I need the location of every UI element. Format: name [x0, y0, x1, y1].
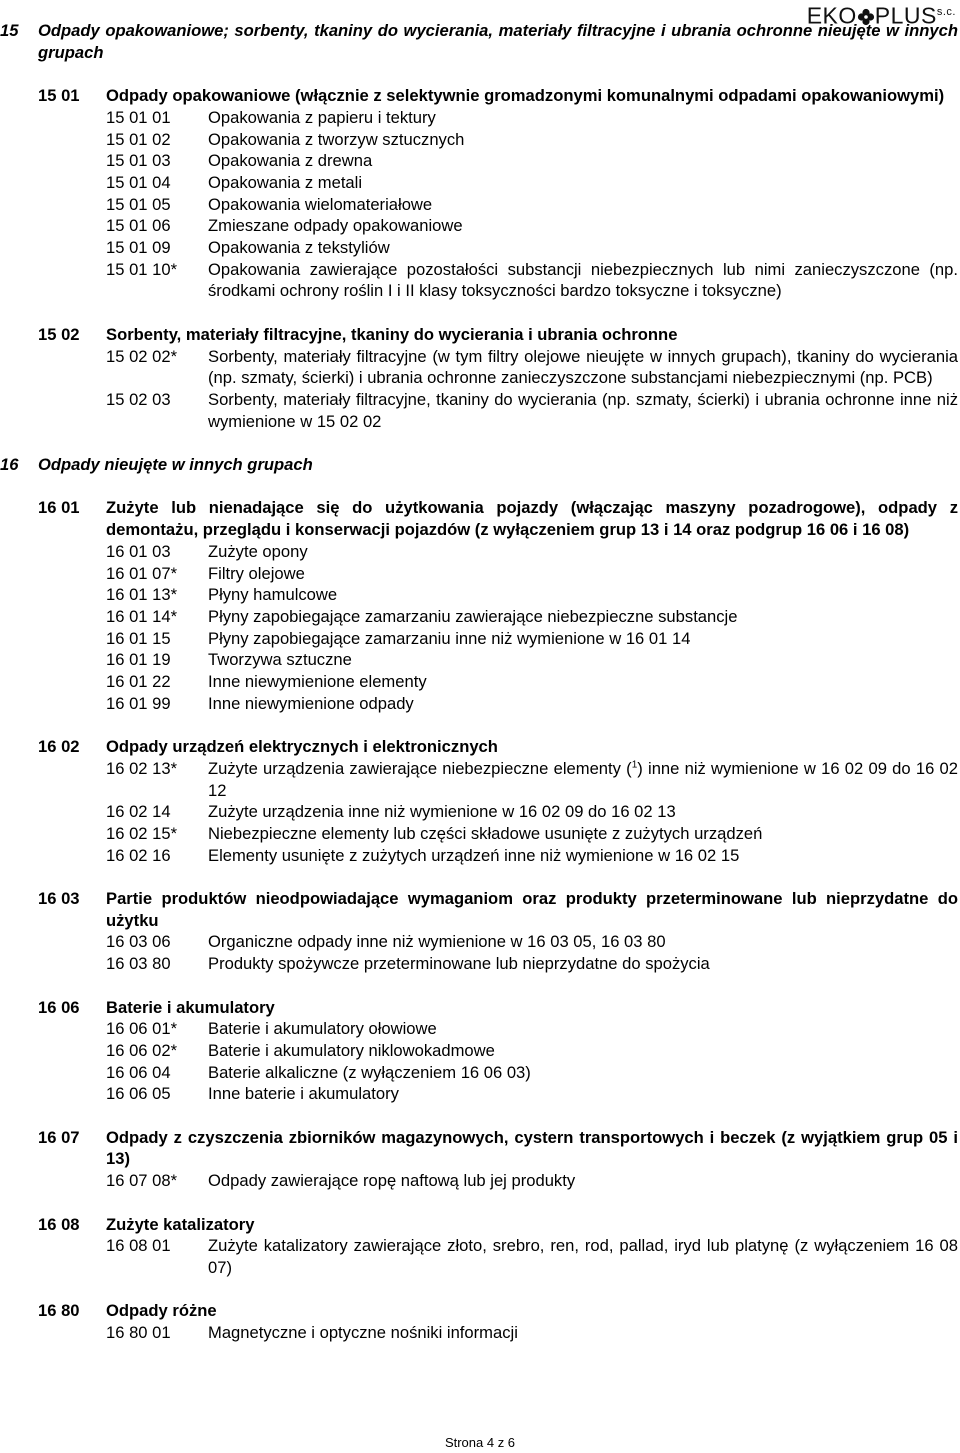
waste-description: Baterie i akumulatory ołowiowe: [208, 1019, 437, 1039]
group-heading: [38, 1127, 958, 1170]
spacer: [0, 432, 958, 454]
waste-code-row: [106, 541, 958, 563]
group-heading: [38, 736, 958, 758]
waste-description: Płyny zapobiegające zamarzaniu inne niż wymienione w 16 01 14: [208, 628, 691, 648]
waste-description: Zużyte urządzenia inne niż wymienione w 16 02 09 do 16 02 13: [208, 802, 676, 822]
document-body: [0, 20, 958, 1344]
waste-code-row: [106, 346, 958, 389]
group-title: Odpady z czyszczenia zbiorników magazynowych, cystern transportowych i beczek (z wyjątkiem grup 05 i 13): [106, 1127, 958, 1169]
group-title: Partie produktów nieodpowiadające wymaganiom oraz produkty przeterminowane lub nieprzydatne do użytku: [106, 889, 958, 930]
waste-code-row: [106, 150, 958, 172]
group-title: Baterie i akumulatory: [106, 997, 275, 1017]
group-number: 16 02: [38, 737, 80, 757]
group-number: 16 03: [38, 889, 80, 909]
waste-description: Tworzywa sztuczne: [208, 650, 352, 670]
waste-code-row: [106, 649, 958, 671]
waste-description: Filtry olejowe: [208, 563, 305, 583]
waste-code-row: [106, 801, 958, 823]
logo-suffix: s.c.: [936, 6, 956, 18]
waste-code-row: [106, 584, 958, 606]
waste-code-row: [106, 1062, 958, 1084]
group-number: 15 02: [38, 324, 80, 344]
waste-description: Opakowania z papieru i tektury: [208, 107, 436, 127]
page-footer: Strona 4 z 6: [444, 1435, 516, 1450]
spacer: [0, 1105, 958, 1127]
waste-code-row: [106, 563, 958, 585]
waste-code: 15 01 04: [106, 172, 171, 192]
waste-description: Produkty spożywcze przeterminowane lub nieprzydatne do spożycia: [208, 954, 710, 974]
waste-code: 16 01 07*: [106, 563, 178, 583]
group-title: Sorbenty, materiały filtracyjne, tkaniny do wycierania i ubrania ochronne: [106, 324, 678, 344]
waste-code: 15 01 03: [106, 151, 171, 171]
waste-code: 16 01 15: [106, 628, 171, 648]
waste-code: 15 01 01: [106, 107, 171, 127]
group-heading: [38, 997, 958, 1019]
waste-code: 16 06 02*: [106, 1040, 178, 1060]
waste-code: 16 07 08*: [106, 1171, 178, 1191]
waste-code: 16 06 01*: [106, 1019, 178, 1039]
waste-code: 15 02 02*: [106, 346, 178, 366]
waste-code: 15 01 10*: [106, 259, 178, 279]
section-title: Odpady opakowaniowe; sorbenty, tkaniny do wycierania, materiały filtracyjne i ubrania ochronne nieujęte w innych grupach: [38, 21, 958, 62]
waste-description: Niebezpieczne elementy lub części składowe usunięte z zużytych urządzeń: [208, 823, 763, 843]
waste-code: 16 03 80: [106, 954, 171, 974]
waste-description: Odpady zawierające ropę naftową lub jej produkty: [208, 1171, 576, 1191]
waste-code-row: [106, 389, 958, 432]
waste-code-row: [106, 953, 958, 975]
waste-code-row: [106, 1018, 958, 1040]
waste-description: Inne baterie i akumulatory: [208, 1084, 399, 1104]
waste-code-row: [106, 1083, 958, 1105]
spacer: [0, 1192, 958, 1214]
group-number: 16 07: [38, 1127, 80, 1147]
waste-description: Opakowania zawierające pozostałości substancji niebezpiecznych lub nimi zanieczyszczone (np. środkami ochrony roślin I i II klasy toksyczności bardzo toksyczne i toksyczne): [208, 259, 958, 301]
spacer: [0, 1279, 958, 1301]
waste-description: Sorbenty, materiały filtracyjne (w tym filtry olejowe nieujęte w innych grupach), tkaniny do wycierania (np. szmaty, ścierki) i ubrania ochronne zanieczyszczone substancjami niebezpiecznymi (np. PCB): [208, 346, 958, 388]
waste-code-row: [106, 215, 958, 237]
waste-description: Opakowania z metali: [208, 172, 363, 192]
spacer: [0, 866, 958, 888]
group-heading: [38, 324, 958, 346]
group-number: 16 01: [38, 498, 80, 518]
waste-description: Baterie i akumulatory niklowokadmowe: [208, 1040, 495, 1060]
waste-code: 16 01 03: [106, 541, 171, 561]
waste-code-row: [106, 671, 958, 693]
waste-description: Opakowania z drewna: [208, 151, 373, 171]
waste-code: 16 01 22: [106, 672, 171, 692]
waste-code: 16 02 15*: [106, 823, 178, 843]
waste-description: Inne niewymienione odpady: [208, 693, 414, 713]
group-title: Zużyte lub nienadające się do użytkowania pojazdy (włączając maszyny pozadrogowe), odpady z demontażu, przeglądu i konserwacji pojazdów (z wyłączeniem grup 13 i 14 oraz podgrup 16 06 i 16 08): [106, 498, 958, 540]
description-part: ) inne niż wymienione w 16 02 09 do 16 02 12: [208, 758, 958, 800]
group-heading: [38, 888, 958, 931]
waste-description: Zużyte opony: [208, 541, 308, 561]
waste-code-row: [106, 1322, 958, 1344]
waste-code: 16 80 01: [106, 1323, 171, 1343]
waste-description: Opakowania wielomateriałowe: [208, 194, 433, 214]
group-number: 16 80: [38, 1301, 80, 1321]
waste-description: Opakowania z tekstyliów: [208, 238, 390, 258]
waste-code-row: [106, 129, 958, 151]
spacer: [0, 714, 958, 736]
waste-code: 16 02 13*: [106, 758, 178, 778]
waste-description: Baterie alkaliczne (z wyłączeniem 16 06 03): [208, 1062, 531, 1082]
group-number: 16 06: [38, 997, 80, 1017]
group-title: Zużyte katalizatory: [106, 1214, 255, 1234]
waste-description: Magnetyczne i optyczne nośniki informacji: [208, 1323, 518, 1343]
waste-code-row: [106, 107, 958, 129]
waste-description: Płyny zapobiegające zamarzaniu zawierające niebezpieczne substancje: [208, 606, 738, 626]
waste-code-row: [106, 606, 958, 628]
waste-code: 16 01 13*: [106, 585, 178, 605]
waste-code: 16 06 05: [106, 1084, 171, 1104]
waste-code-row: [106, 628, 958, 650]
spacer: [0, 975, 958, 997]
spacer: [0, 476, 958, 498]
waste-code-row: [106, 693, 958, 715]
waste-code: 16 02 16: [106, 845, 171, 865]
waste-code: 16 08 01: [106, 1236, 171, 1256]
group-title: Odpady różne: [106, 1301, 217, 1321]
group-heading: [38, 1300, 958, 1322]
waste-description: Zużyte katalizatory zawierające złoto, srebro, ren, rod, pallad, iryd lub platynę (z wyłączeniem 16 08 07): [208, 1236, 958, 1277]
waste-code-row: [106, 931, 958, 953]
waste-code: 15 02 03: [106, 389, 171, 409]
group-title: Odpady opakowaniowe (włącznie z selektywnie gromadzonymi komunalnymi odpadami opakowaniowymi): [106, 86, 945, 106]
waste-description: Organiczne odpady inne niż wymienione w 16 03 05, 16 03 80: [208, 932, 666, 952]
footnote-mark: 1: [631, 759, 638, 771]
waste-code-row: [106, 1040, 958, 1062]
section-heading: [0, 20, 958, 63]
waste-code-row: [106, 823, 958, 845]
waste-description: Płyny hamulcowe: [208, 585, 338, 605]
section-title: Odpady nieujęte w innych grupach: [38, 455, 313, 475]
waste-code: 16 01 19: [106, 650, 171, 670]
waste-description: [208, 758, 958, 801]
waste-code: 16 01 14*: [106, 606, 178, 626]
group-number: 15 01: [38, 86, 80, 106]
group-heading: [38, 1214, 958, 1236]
waste-code: 16 06 04: [106, 1062, 171, 1082]
group-number: 16 08: [38, 1214, 80, 1234]
waste-code: 16 03 06: [106, 932, 171, 952]
waste-code-row: [106, 1170, 958, 1192]
waste-code-row: [106, 237, 958, 259]
waste-code-row: [106, 758, 958, 801]
section-heading: [0, 454, 958, 476]
waste-code: 16 01 99: [106, 693, 171, 713]
waste-description: Opakowania z tworzyw sztucznych: [208, 129, 465, 149]
logo-text-2: PLUS: [874, 2, 937, 29]
waste-code-row: [106, 172, 958, 194]
waste-code: 16 02 14: [106, 802, 171, 822]
spacer: [0, 63, 958, 85]
description-part: Zużyte urządzenia zawierające niebezpieczne elementy (: [208, 758, 632, 778]
waste-description: Inne niewymienione elementy: [208, 672, 427, 692]
logo-text: EKO: [806, 2, 857, 29]
waste-code: 15 01 06: [106, 216, 171, 236]
section-number: 15: [0, 21, 19, 40]
waste-description: Zmieszane odpady opakowaniowe: [208, 216, 463, 236]
group-title: Odpady urządzeń elektrycznych i elektronicznych: [106, 737, 498, 757]
section-number: 16: [0, 455, 19, 475]
waste-code-row: [106, 194, 958, 216]
waste-code-row: [106, 259, 958, 302]
waste-code: 15 01 05: [106, 194, 171, 214]
waste-code-row: [106, 1235, 958, 1278]
waste-code-row: [106, 845, 958, 867]
spacer: [0, 302, 958, 324]
group-heading: [38, 497, 958, 540]
group-heading: [38, 85, 958, 107]
waste-code: 15 01 02: [106, 129, 171, 149]
waste-description: Sorbenty, materiały filtracyjne, tkaniny do wycierania (np. szmaty, ścierki) i ubrania ochronne inne niż wymienione w 15 02 02: [208, 389, 958, 431]
waste-code: 15 01 09: [106, 238, 171, 258]
waste-description: Elementy usunięte z zużytych urządzeń inne niż wymienione w 16 02 15: [208, 845, 740, 865]
